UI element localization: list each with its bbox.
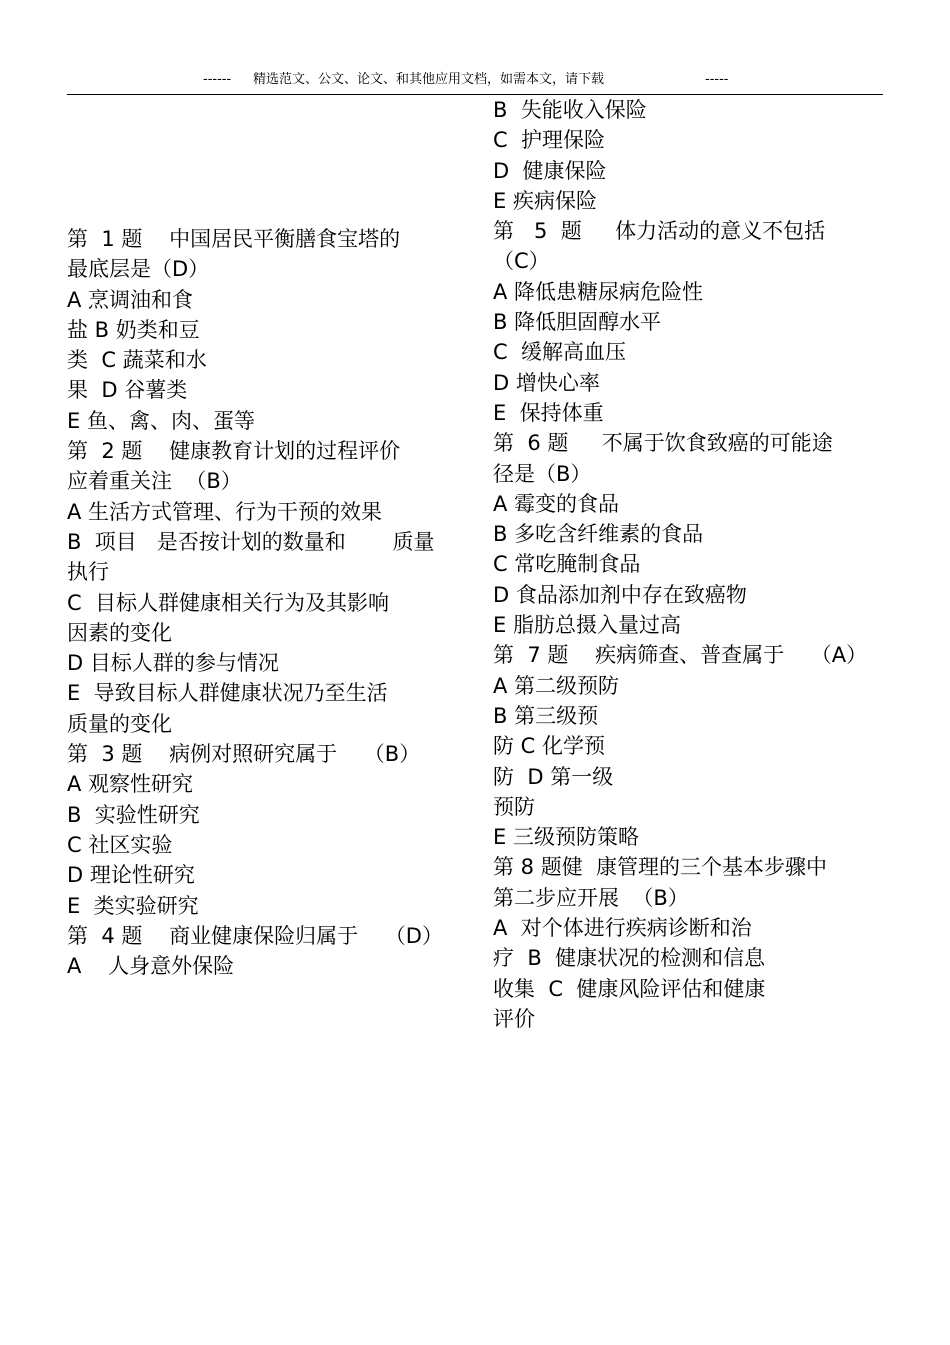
text-line: 疗 B 健康状况的检测和信息 [493,946,766,971]
text-line: B 实验性研究 [67,802,200,827]
text-line: 最底层是（D） [67,257,210,282]
text-line: 盐 B 奶类和豆 [67,317,200,342]
header-dash-left: ------ [203,72,232,87]
text-line: B 多吃含纤维素的食品 [493,522,704,547]
text-line: 预防 [493,794,535,819]
right-column [493,95,893,1034]
text-line: E 鱼、禽、肉、蛋等 [67,408,255,433]
text-line: E 保持体重 [493,400,604,425]
text-line: E 疾病保险 [493,188,597,213]
text-line: A 观察性研究 [67,772,194,797]
text-line: C 缓解高血压 [493,340,627,365]
text-line: D 健康保险 [493,158,607,183]
text-line: 第 5 题 体力活动的意义不包括 [493,219,826,244]
text-line: 径是（B） [493,461,592,486]
text-line: E 导致目标人群健康状况乃至生活 [67,681,388,706]
text-line: B 项目 是否按计划的数量和 质量 [67,529,435,554]
header-text: 精选范文、公文、论文、和其他应用文档，如需本文，请下载 [253,72,605,87]
text-line: 第 7 题 疾病筛查、普查属于 （A） [493,643,868,668]
left-column [67,224,467,981]
text-line: 执行 [67,560,109,585]
text-line: 防 C 化学预 [493,734,606,759]
text-line: 评价 [493,1006,535,1031]
page-header [67,70,883,95]
text-line: 防 D 第一级 [493,764,614,789]
text-line: （C） [493,249,550,274]
text-line: A 烹调油和食 [67,287,194,312]
text-line: B 降低胆固醇水平 [493,310,662,335]
text-line: C 常吃腌制食品 [493,552,641,577]
text-line: D 增快心率 [493,370,600,395]
text-line: 第 6 题 不属于饮食致癌的可能途 [493,431,833,456]
text-line: C 目标人群健康相关行为及其影响 [67,590,390,615]
text-line: A 霉变的食品 [493,491,620,516]
text-line: E 脂肪总摄入量过高 [493,613,681,638]
text-line: 第 2 题 健康教育计划的过程评价 [67,439,401,464]
text-line: A 人身意外保险 [67,954,235,979]
text-line: 第二步应开展 （B） [493,885,689,910]
text-line: A 第二级预防 [493,673,620,698]
text-line: 第 3 题 病例对照研究属于 （B） [67,742,421,767]
text-line: 应着重关注 （B） [67,469,242,494]
text-line: 质量的变化 [67,711,172,736]
text-line: E 类实验研究 [67,893,199,918]
header-dash-right: ----- [705,72,729,87]
text-line: D 食品添加剂中存在致癌物 [493,582,747,607]
text-line: 第 8 题健 康管理的三个基本步骤中 [493,855,828,880]
text-line: E 三级预防策略 [493,825,639,850]
text-line: C 护理保险 [493,128,606,153]
text-line: 类 C 蔬菜和水 [67,348,207,373]
text-line: C 社区实验 [67,832,173,857]
text-line: A 对个体进行疾病诊断和治 [493,916,752,941]
text-line: B 第三级预 [493,703,599,728]
text-line: D 理论性研究 [67,863,195,888]
text-line: 收集 C 健康风险评估和健康 [493,976,766,1001]
text-line: B 失能收入保险 [493,98,647,122]
text-line: 第 4 题 商业健康保险归属于 （D） [67,923,443,948]
text-line: 因素的变化 [67,620,172,645]
text-line: A 降低患糖尿病危险性 [493,279,704,304]
text-line: D 目标人群的参与情况 [67,651,279,676]
text-line: 果 D 谷薯类 [67,378,188,403]
text-line: 第 1 题 中国居民平衡膳食宝塔的 [67,227,401,251]
text-line: A 生活方式管理、行为干预的效果 [67,499,383,524]
